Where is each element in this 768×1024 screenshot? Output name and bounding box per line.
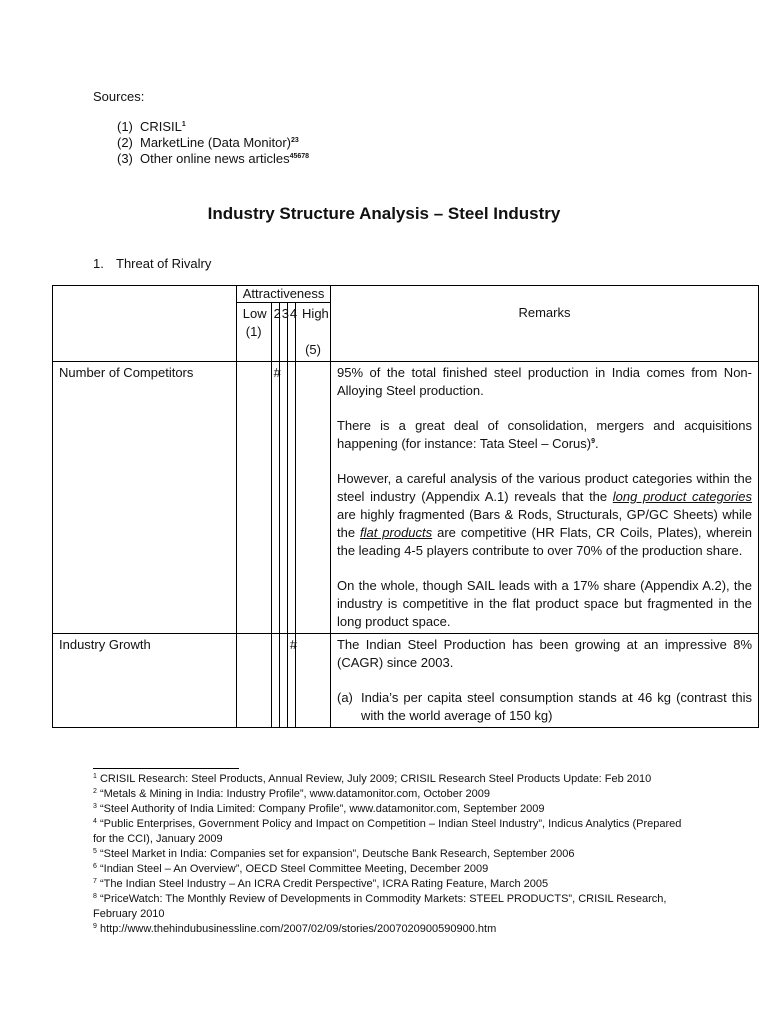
section-number: 1. [93, 256, 104, 271]
footnote-divider [93, 768, 239, 769]
table-header-row [53, 286, 759, 303]
source-item [117, 119, 309, 135]
footnote-number: 1 [93, 773, 97, 780]
footnote-number: 4 [93, 818, 97, 825]
factor-cell: Industry Growth [53, 634, 237, 728]
source-footnote-ref: 23 [291, 137, 299, 144]
sub-item-label: (a) [336, 690, 353, 705]
footnote-number: 9 [93, 923, 97, 930]
footnote-item [93, 862, 693, 877]
rating-cell-low [236, 634, 271, 728]
footnote-number: 8 [93, 893, 97, 900]
attractiveness-header: Attractiveness [236, 286, 330, 303]
rating-cell-low [236, 362, 271, 634]
sources-list [117, 119, 309, 167]
scale-3-cell: 3 [279, 303, 287, 362]
remark-text: However, a careful analysis of the various product categories within the steel industry (Appendix A.1) reveals that the [336, 471, 752, 504]
rating-cell-2 [271, 634, 279, 728]
footnote-item[interactable] [93, 922, 693, 937]
emphasis-long-products: long product categories [612, 489, 752, 504]
footnote-text: “Indian Steel – An Overview”, OECD Steel Committee Meeting, December 2009 [99, 863, 489, 875]
rivalry-table [52, 285, 759, 728]
rating-cell-4: # [287, 634, 295, 728]
remark-paragraph: The Indian Steel Production has been growing at an impressive 8% (CAGR) since 2003. [336, 637, 752, 670]
scale-2-cell: 2 [271, 303, 279, 362]
source-number: (2) [117, 135, 133, 150]
remark-paragraph [337, 470, 752, 560]
footnote-number: 7 [93, 878, 97, 885]
footnote-item [93, 817, 693, 847]
scale-4-cell: 4 [287, 303, 295, 362]
footnote-ref: 9 [591, 438, 596, 445]
source-number: (1) [117, 119, 133, 134]
table-row [53, 362, 759, 634]
remarks-cell [330, 634, 758, 728]
remark-text: are competitive (HR Flats, CR Coils, Plates), wherein the leading 4-5 players contribute to over 70% of the production share. [336, 525, 752, 558]
remark-text: There is a great deal of consolidation, mergers and acquisitions happening (for instance: Tata Steel – Corus) [336, 418, 752, 451]
footnote-number: 5 [93, 848, 97, 855]
footnote-link[interactable]: http://www.thehindubusinessline.com/2007/02/09/stories/2007020900590900.htm [99, 923, 497, 935]
source-footnote-ref: 45678 [289, 153, 310, 160]
remarks-header-cell [330, 286, 758, 362]
remark-paragraph: 95% of the total finished steel production in India comes from Non-Alloying Steel production. [336, 365, 752, 398]
remark-text: are highly fragmented (Bars & Rods, Structurals, GP/GC Sheets) while the [336, 507, 752, 540]
rating-cell-3 [279, 634, 287, 728]
page-title: Industry Structure Analysis – Steel Industry [207, 204, 561, 223]
sub-item-text: India’s per capita steel consumption stands at 46 kg (contrast this with the world average of 150 kg) [360, 690, 752, 723]
table-row [53, 634, 759, 728]
scale-high-number: (5) [305, 342, 321, 357]
scale-low-number: (1) [245, 324, 262, 339]
footnote-text: “PriceWatch: The Monthly Review of Developments in Commodity Markets: STEEL PRODUCTS”, CRISIL Research, February 2010 [93, 893, 667, 920]
scale-high-cell [296, 303, 331, 362]
remarks-header: Remarks [518, 305, 571, 320]
footnote-number: 6 [93, 863, 97, 870]
footnote-text: “Steel Market in India: Companies set for expansion”, Deutsche Bank Research, September 2006 [99, 848, 575, 860]
section-label: Threat of Rivalry [116, 256, 212, 271]
footnote-item [93, 847, 693, 862]
rating-cell-3 [279, 362, 287, 634]
source-number: (3) [117, 151, 133, 166]
section-heading [93, 256, 211, 271]
rating-cell-4 [287, 362, 295, 634]
footnote-text: “Steel Authority of India Limited: Company Profile”, www.datamonitor.com, September 2009 [99, 803, 545, 815]
footnote-item [93, 787, 693, 802]
rating-cell-high [296, 634, 331, 728]
footnote-item [93, 892, 693, 922]
footnote-item [93, 877, 693, 892]
source-text: MarketLine (Data Monitor) [140, 135, 291, 150]
source-text: CRISIL [140, 119, 182, 134]
footnote-text: CRISIL Research: Steel Products, Annual Review, July 2009; CRISIL Research Steel Products Update: Feb 2010 [99, 773, 652, 785]
footnotes-list [93, 772, 693, 937]
remarks-cell [330, 362, 758, 634]
remark-paragraph: On the whole, though SAIL leads with a 17% share (Appendix A.2), the industry is competitive in the flat product space but fragmented in the long product space. [336, 578, 752, 629]
footnote-text: “The Indian Steel Industry – An ICRA Credit Perspective”, ICRA Rating Feature, March 2005 [99, 878, 549, 890]
footnote-text: “Metals & Mining in India: Industry Profile”, www.datamonitor.com, October 2009 [99, 788, 491, 800]
rating-cell-2: # [271, 362, 279, 634]
remark-sub-item [337, 689, 752, 725]
remark-text: . [595, 436, 599, 451]
sources-label: Sources: [93, 89, 145, 104]
footnote-item [93, 772, 693, 787]
footnote-number: 3 [93, 803, 97, 810]
remark-paragraph [337, 417, 752, 453]
source-item [117, 151, 309, 167]
footnote-text: “Public Enterprises, Government Policy and Impact on Competition – Indian Steel Industry”, Indicus Analytics (Prepared for the CCI), January 2009 [93, 818, 682, 845]
scale-low-label: Low [242, 306, 267, 321]
factor-cell: Number of Competitors [53, 362, 237, 634]
emphasis-flat-products: flat products [360, 525, 433, 540]
footnote-number: 2 [93, 788, 97, 795]
source-item [117, 135, 309, 151]
scale-low-cell [236, 303, 271, 362]
factor-header-cell [53, 286, 237, 362]
footnote-item [93, 802, 693, 817]
rating-cell-high [296, 362, 331, 634]
scale-high-label: High [302, 306, 329, 321]
source-text: Other online news articles [140, 151, 290, 166]
source-footnote-ref: 1 [181, 121, 186, 128]
